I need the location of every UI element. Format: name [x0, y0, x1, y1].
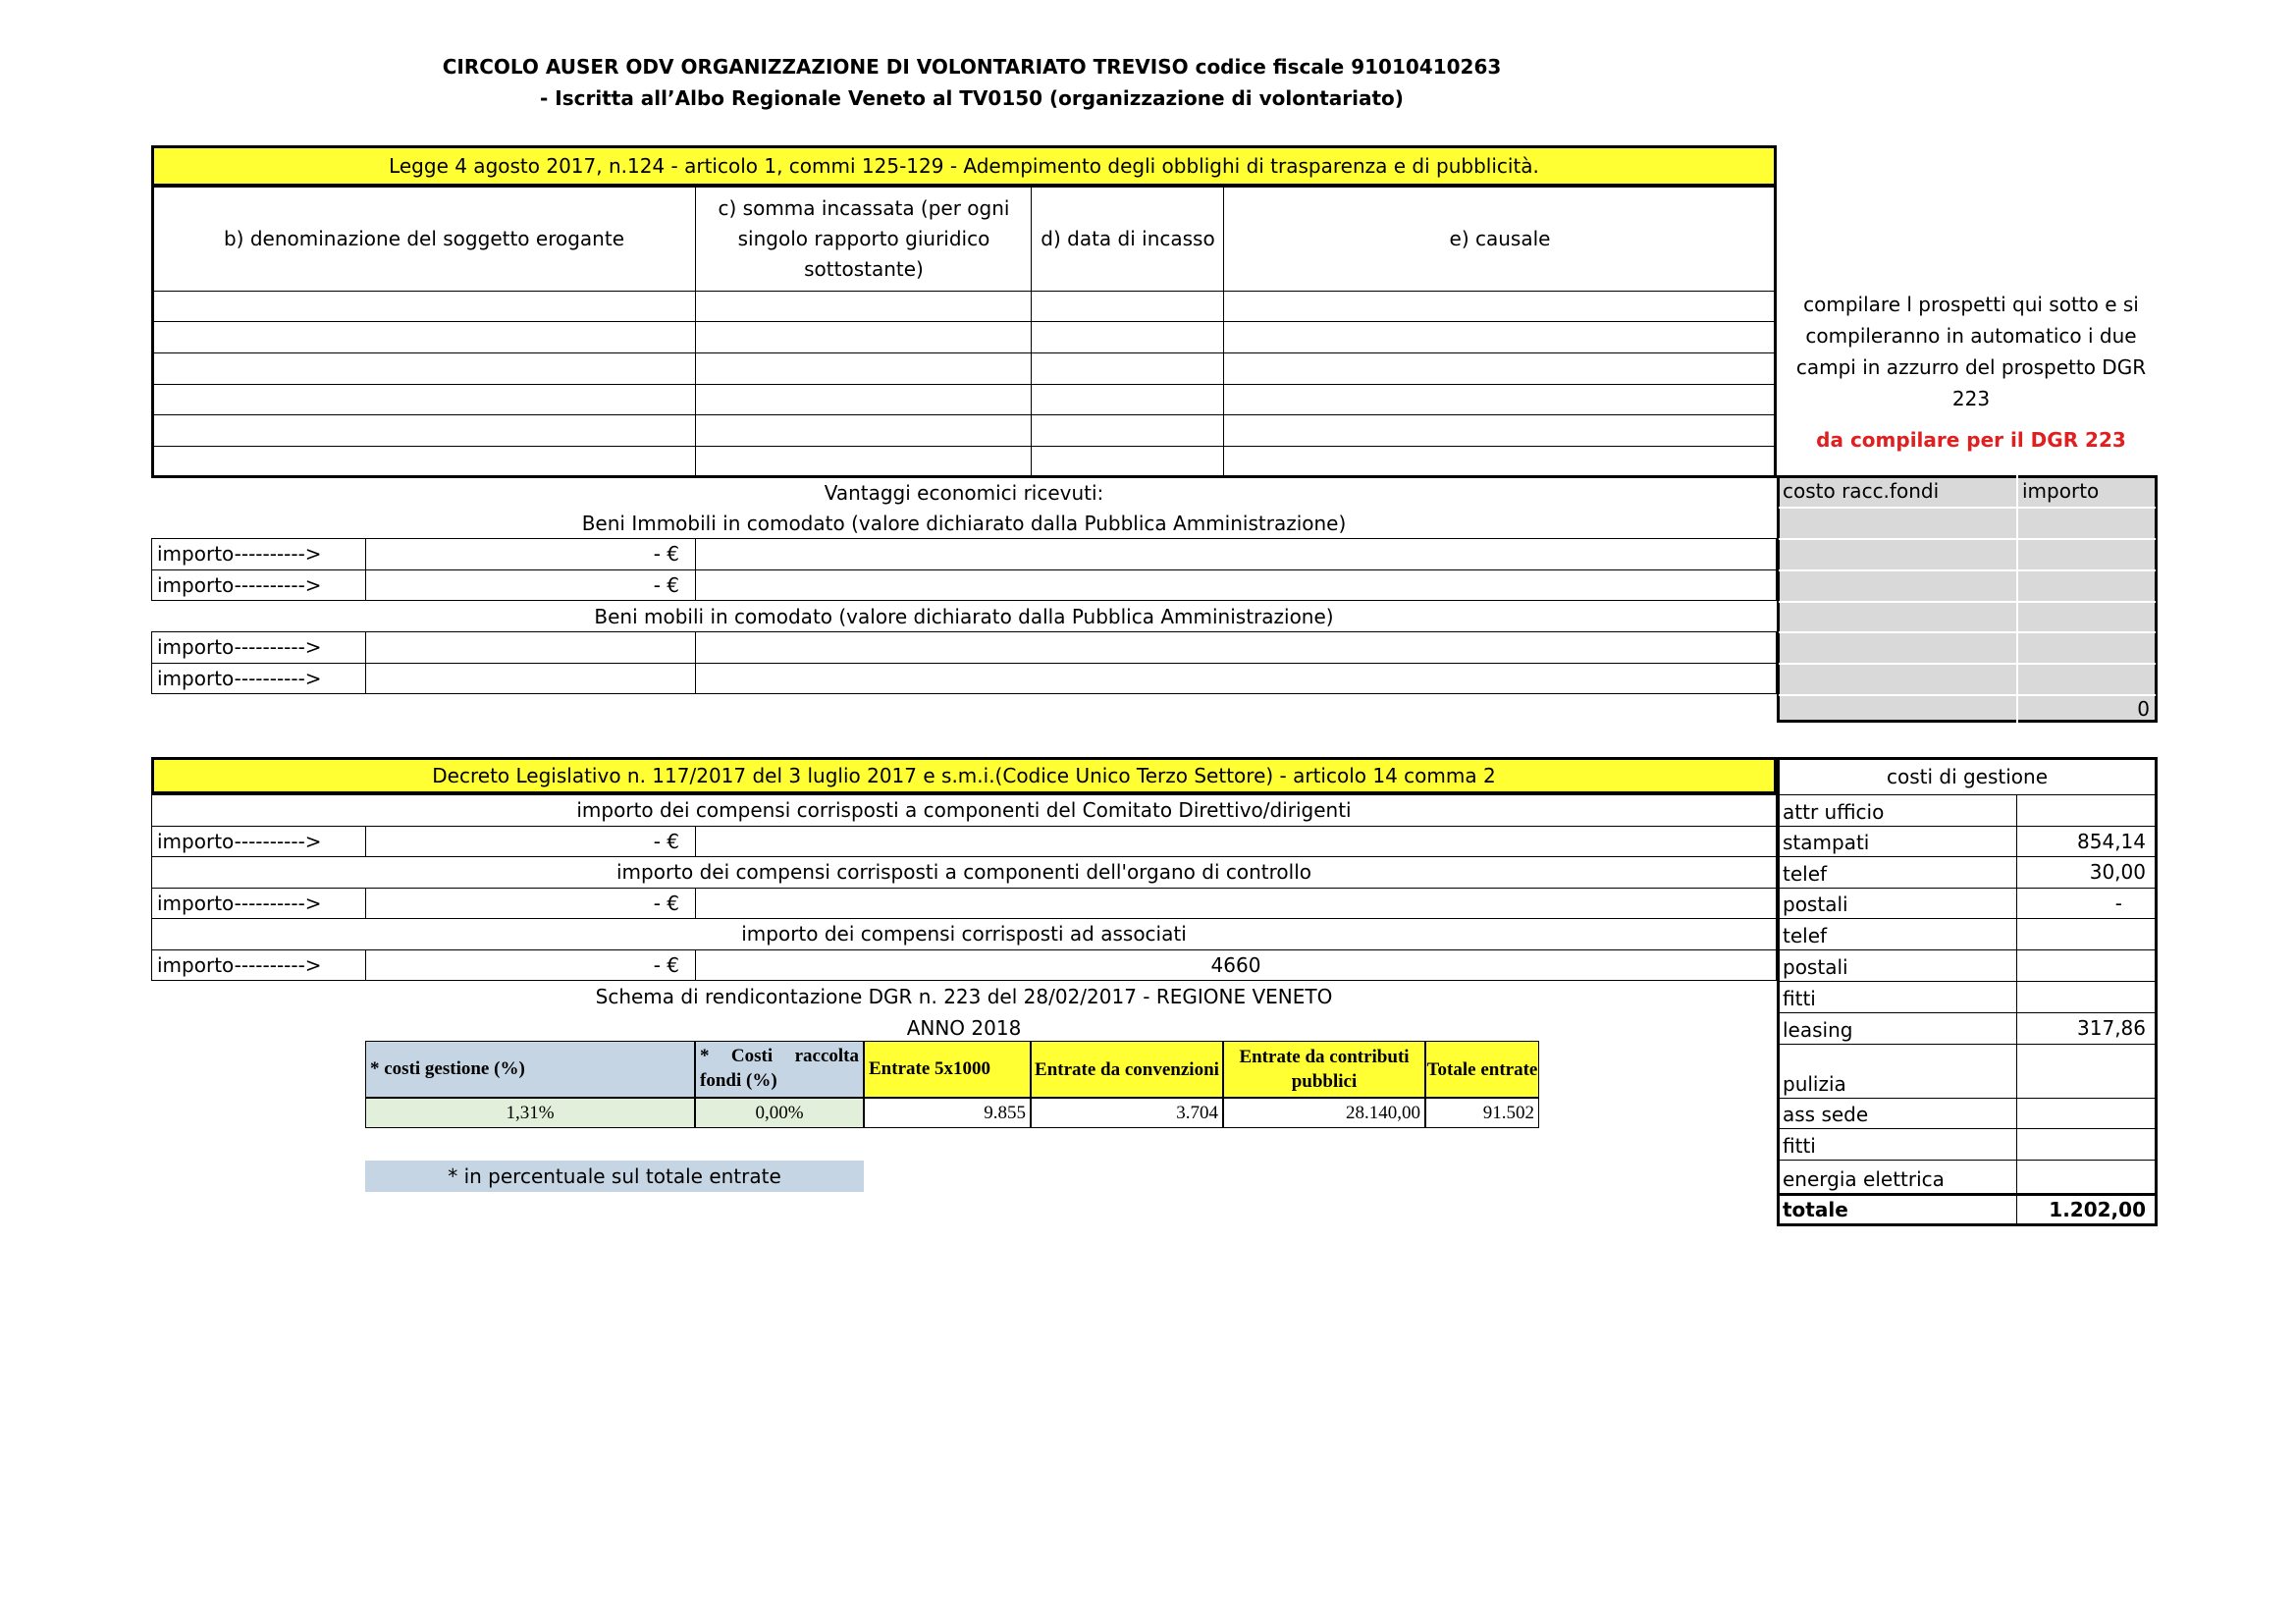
importo-label: importo----------> [157, 829, 322, 853]
dgr-h3: Entrate 5x1000 [864, 1041, 1031, 1098]
costi-item-label: postali [1783, 955, 1848, 979]
dgr-v6: 91.502 [1425, 1098, 1539, 1128]
costi-item-value [2018, 1044, 2156, 1098]
dgr-footnote: * in percentuale sul totale entrate [365, 1161, 864, 1192]
dgr-h6: Totale entrate [1425, 1041, 1539, 1098]
importo-label: importo----------> [157, 542, 322, 566]
costi-item-label: telef [1783, 862, 1828, 886]
importo-label: importo----------> [157, 573, 322, 597]
dgr-v3: 9.855 [864, 1098, 1031, 1128]
dgr-h1: * costi gestione (%) [365, 1041, 695, 1098]
importo-value: - € [653, 953, 679, 977]
document-subtitle: - Iscritta all’Albo Regionale Veneto al TV0150 (organizzazione di volontariato) [540, 86, 1404, 110]
immobili-title: Beni Immobili in comodato (valore dichiarato dalla Pubblica Amministrazione) [581, 511, 1347, 535]
mobili-title: Beni mobili in comodato (valore dichiarato dalla Pubblica Amministrazione) [594, 604, 1334, 628]
raccolta-col2: importo [2022, 479, 2100, 503]
schema-year: ANNO 2018 [906, 1016, 1022, 1040]
importo-value: - € [653, 829, 679, 853]
costi-item-label: pulizia [1783, 1072, 1846, 1096]
costi-item-value [2018, 1128, 2156, 1160]
vantaggi-title: Vantaggi economici ricevuti: [824, 480, 1104, 505]
costi-item-value [2018, 794, 2156, 826]
importo-label: importo----------> [157, 667, 322, 690]
col-header-d: d) data di incasso [1041, 227, 1215, 250]
costi-item-value: 317,86 [2077, 1016, 2146, 1040]
raccolta-total: 0 [2137, 696, 2150, 721]
raccolta-fondi-panel [1777, 475, 2158, 723]
dgr-h2: * Costi raccolta fondi (%) [695, 1041, 864, 1098]
importo-label: importo----------> [157, 635, 322, 659]
importo-value: - € [653, 542, 679, 566]
col-header-e: e) causale [1449, 227, 1551, 250]
decreto-title: Decreto Legislativo n. 117/2017 del 3 luglio 2017 e s.m.i.(Codice Unico Terzo Settore) - articolo 14 comma 2 [151, 757, 1777, 794]
dgr-h5: Entrate da contributi pubblici [1223, 1041, 1425, 1098]
decreto-row-controllo: importo dei compensi corrisposti a componenti dell'organo di controllo [615, 860, 1312, 884]
costi-item-label: stampati [1783, 831, 1870, 854]
side-note: compilare l prospetti qui sotto e si compileranno in automatico i due campi in azzurro del prospetto DGR 223 [1795, 293, 2147, 410]
importo-label: importo----------> [157, 891, 322, 915]
col-header-b: b) denominazione del soggetto erogante [223, 227, 624, 250]
costi-item-label: leasing [1783, 1018, 1853, 1042]
costi-item-value: 30,00 [2089, 860, 2146, 884]
costi-total-label: totale [1783, 1198, 1848, 1221]
schema-title: Schema di rendicontazione DGR n. 223 del 28/02/2017 - REGIONE VENETO [595, 985, 1333, 1008]
costi-item-label: postali [1783, 893, 1848, 916]
costi-item-label: fitti [1783, 987, 1816, 1010]
costi-total-value: 1.202,00 [2049, 1198, 2146, 1221]
dgr-v2: 0,00% [695, 1098, 864, 1128]
importo-label: importo----------> [157, 953, 322, 977]
costi-item-value [2018, 1160, 2156, 1193]
dgr-v5: 28.140,00 [1223, 1098, 1425, 1128]
costi-gestione-title: costi di gestione [1886, 765, 2049, 788]
costi-item-label: fitti [1783, 1134, 1816, 1158]
associati-value: 4660 [1210, 953, 1261, 977]
decreto-row-direttivo: importo dei compensi corrisposti a componenti del Comitato Direttivo/dirigenti [576, 798, 1352, 822]
costi-item-value: - [2114, 891, 2122, 915]
col-header-c: c) somma incassata (per ogni singolo rapporto giuridico sottostante) [718, 195, 1010, 281]
decreto-row-associati: importo dei compensi corrisposti ad associati [741, 922, 1187, 946]
costi-item-label: telef [1783, 924, 1828, 947]
costi-item-label: energia elettrica [1783, 1167, 1945, 1191]
costi-item-label: attr ufficio [1783, 800, 1885, 824]
importo-value: - € [653, 573, 679, 597]
document-title: CIRCOLO AUSER ODV ORGANIZZAZIONE DI VOLONTARIATO TREVISO codice fiscale 91010410263 [442, 55, 1502, 79]
dgr-v1: 1,31% [365, 1098, 695, 1128]
costi-item-value [2018, 949, 2156, 981]
dgr-red-label: da compilare per il DGR 223 [1816, 428, 2126, 452]
importo-value: - € [653, 891, 679, 915]
trasparenza-title: Legge 4 agosto 2017, n.124 - articolo 1, commi 125-129 - Adempimento degli obblighi di trasparenza e di pubblicità. [151, 145, 1777, 187]
costi-item-value [2018, 1098, 2156, 1128]
costi-item-value: 854,14 [2077, 829, 2146, 853]
raccolta-col1: costo racc.fondi [1783, 479, 1940, 503]
dgr-h4: Entrate da convenzioni [1031, 1041, 1223, 1098]
costi-item-value [2018, 918, 2156, 949]
costi-item-value [2018, 981, 2156, 1012]
costi-item-label: ass sede [1783, 1103, 1869, 1126]
dgr-v4: 3.704 [1031, 1098, 1223, 1128]
